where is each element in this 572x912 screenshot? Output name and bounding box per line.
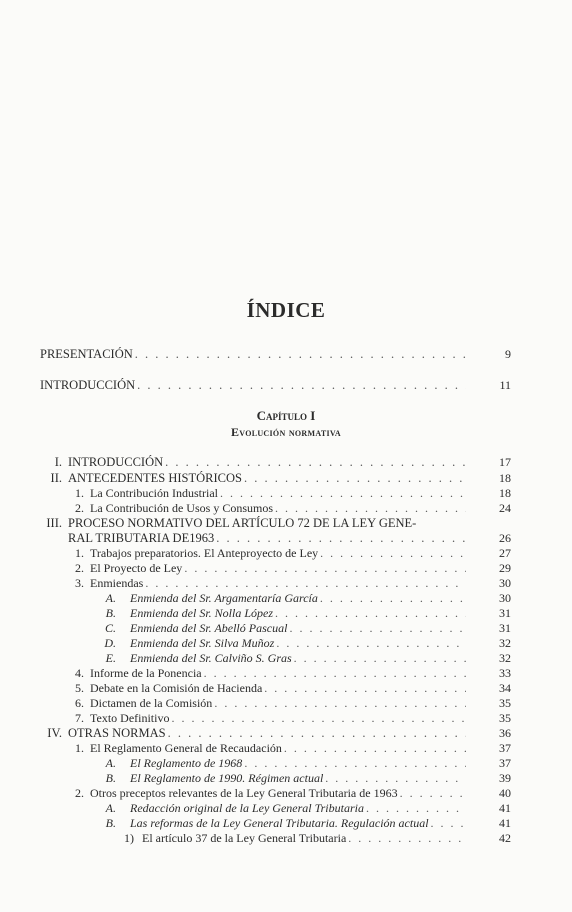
- toc-entry: [86, 606, 466, 620]
- dot-leader: [135, 347, 466, 361]
- toc-page-number: 32: [499, 651, 511, 665]
- dot-leader: [145, 576, 466, 590]
- toc-entry-number: C.: [104, 621, 116, 635]
- toc-entry: [22, 726, 466, 740]
- toc-entry: [62, 711, 466, 725]
- toc-entry-number: 5.: [75, 681, 84, 695]
- dot-leader: [216, 531, 466, 545]
- toc-entry-text: RAL TRIBUTARIA DE1963: [68, 531, 215, 545]
- toc-entry-number: 1.: [75, 741, 84, 755]
- toc-entry-number: 7.: [75, 711, 84, 725]
- toc-page-number: 35: [499, 711, 511, 725]
- toc-entry: [86, 591, 466, 605]
- toc-entry: [62, 786, 466, 800]
- toc-page-number: 37: [499, 756, 511, 770]
- toc-entry-number: B.: [105, 816, 116, 830]
- toc-entry-number: B.: [105, 606, 116, 620]
- toc-page-number: 18: [499, 486, 511, 500]
- toc-entry-text: El artículo 37 de la Ley General Tributaria: [142, 831, 347, 845]
- toc-page-number: 35: [499, 696, 511, 710]
- toc-entry-number: E.: [105, 651, 116, 665]
- toc-page-number: 37: [499, 741, 511, 755]
- toc-entry-number: 4.: [75, 666, 84, 680]
- toc-page-number: 41: [499, 816, 511, 830]
- toc-entry-text: Otros preceptos relevantes de la Ley General Tributaria de 1963: [90, 786, 398, 800]
- toc-entry-text: INTRODUCCIÓN: [40, 378, 136, 392]
- toc-page-number: 40: [499, 786, 511, 800]
- dot-leader: [284, 741, 466, 755]
- toc-page-number: 27: [499, 546, 511, 560]
- toc-entry-introduccion: [40, 378, 466, 392]
- toc-entry-number: A.: [105, 591, 116, 605]
- toc-entry-number: II.: [50, 471, 62, 485]
- toc-entry-number: D.: [104, 636, 116, 650]
- dot-leader: [325, 771, 466, 785]
- toc-entry-text: Texto Definitivo: [90, 711, 170, 725]
- toc-page-number: 11: [499, 378, 511, 392]
- toc-entry-number: 3.: [75, 576, 84, 590]
- dot-leader: [275, 501, 466, 515]
- toc-entry-text: Enmienda del Sr. Calviño S. Gras: [130, 651, 292, 665]
- dot-leader: [264, 681, 466, 695]
- toc-entry-number: 1): [124, 831, 134, 845]
- toc-entry: [62, 486, 466, 500]
- toc-entry: [86, 801, 466, 815]
- dot-leader: [220, 486, 466, 500]
- dot-leader: [204, 666, 466, 680]
- toc-entry: [86, 621, 466, 635]
- toc-entry-number: 2.: [75, 501, 84, 515]
- toc-entry: [22, 471, 466, 485]
- toc-entry: [86, 816, 466, 830]
- dot-leader: [184, 561, 466, 575]
- toc-entry-text: La Contribución Industrial: [90, 486, 218, 500]
- toc-entry-text: Las reformas de la Ley General Tributaria. Regulación actual: [130, 816, 429, 830]
- toc-page-number: 31: [499, 606, 511, 620]
- toc-page-number: 33: [499, 666, 511, 680]
- toc-entry-number: 1.: [75, 546, 84, 560]
- toc-entry-text: Debate en la Comisión de Hacienda: [90, 681, 263, 695]
- dot-leader: [348, 831, 466, 845]
- toc-entry-text: El Reglamento General de Recaudación: [90, 741, 282, 755]
- toc-entry: [62, 561, 466, 575]
- dot-leader: [289, 621, 466, 635]
- dot-leader: [400, 786, 466, 800]
- toc-entry-text: Trabajos preparatorios. El Anteproyecto de Ley: [90, 546, 319, 560]
- toc-entry: [62, 546, 466, 560]
- toc-page-number: 30: [499, 576, 511, 590]
- dot-leader: [320, 546, 466, 560]
- toc-entry: [62, 501, 466, 515]
- toc-entry-text: Enmienda del Sr. Argamentaría García: [130, 591, 318, 605]
- toc-page-number: 41: [499, 801, 511, 815]
- dot-leader: [275, 606, 466, 620]
- toc-entry-number: III.: [46, 516, 62, 530]
- toc-entry-text: Dictamen de la Comisión: [90, 696, 213, 710]
- toc-entry: [86, 756, 466, 770]
- dot-leader: [431, 816, 466, 830]
- toc-entry: [22, 516, 466, 530]
- toc-entry-number: 2.: [75, 786, 84, 800]
- toc-page-number: 30: [499, 591, 511, 605]
- toc-entry-presentacion: [40, 347, 466, 361]
- page-title: ÍNDICE: [246, 298, 326, 322]
- dot-leader: [366, 801, 466, 815]
- toc-entry: [86, 636, 466, 650]
- dot-leader: [168, 726, 466, 740]
- toc-entry-text: El Reglamento de 1968: [130, 756, 243, 770]
- dot-leader: [244, 471, 466, 485]
- toc-entry-text: El Proyecto de Ley: [90, 561, 183, 575]
- toc-entry-number: I.: [54, 455, 62, 469]
- dot-leader: [171, 711, 466, 725]
- dot-leader: [244, 756, 466, 770]
- toc-page-number: 29: [499, 561, 511, 575]
- toc-page-number: 18: [499, 471, 511, 485]
- toc-entry: [86, 771, 466, 785]
- chapter-label: Capítulo I: [256, 408, 316, 423]
- toc-page-number: 42: [499, 831, 511, 845]
- toc-page-number: 36: [499, 726, 511, 740]
- chapter-title: Evolución normativa: [230, 425, 342, 439]
- toc-entry-text: PRESENTACIÓN: [40, 347, 133, 361]
- toc-entry-continuation: [22, 531, 466, 545]
- toc-entry-number: A.: [105, 801, 116, 815]
- toc-entry: [22, 455, 466, 469]
- toc-page-number: 39: [499, 771, 511, 785]
- toc-entry-number: 2.: [75, 561, 84, 575]
- dot-leader: [276, 636, 466, 650]
- toc-entry-text: Enmienda del Sr. Nolla López: [130, 606, 273, 620]
- toc-entry-text: OTRAS NORMAS: [68, 726, 166, 740]
- toc-entry-number: IV.: [47, 726, 62, 740]
- dot-leader: [165, 455, 466, 469]
- toc-entry-text: Enmienda del Sr. Abelló Pascual: [130, 621, 288, 635]
- toc-entry-text: Informe de la Ponencia: [90, 666, 202, 680]
- toc-entry: [104, 831, 466, 845]
- toc-entry-text: INTRODUCCIÓN: [68, 455, 164, 469]
- toc-page-number: 9: [505, 347, 511, 361]
- toc-entry-text: El Reglamento de 1990. Régimen actual: [130, 771, 324, 785]
- toc-entry: [62, 681, 466, 695]
- toc-page-number: 24: [499, 501, 511, 515]
- dot-leader: [137, 378, 466, 392]
- toc-entry-text: Enmiendas: [90, 576, 144, 590]
- toc-entry: [62, 576, 466, 590]
- toc-entry: [62, 666, 466, 680]
- toc-entry-text: Enmienda del Sr. Silva Muñoz: [130, 636, 275, 650]
- toc-entry-text: La Contribución de Usos y Consumos: [90, 501, 273, 515]
- toc-entry-text: ANTECEDENTES HISTÓRICOS: [68, 471, 242, 485]
- dot-leader: [214, 696, 466, 710]
- toc-page-number: 26: [499, 531, 511, 545]
- toc-page-number: 31: [499, 621, 511, 635]
- toc-entry: [86, 651, 466, 665]
- toc-entry-number: B.: [105, 771, 116, 785]
- dot-leader: [294, 651, 466, 665]
- toc-entry-text: PROCESO NORMATIVO DEL ARTÍCULO 72 DE LA LEY GENE-: [68, 516, 417, 530]
- toc-entry-number: A.: [105, 756, 116, 770]
- toc-entry: [62, 741, 466, 755]
- dot-leader: [320, 591, 466, 605]
- toc-page-number: 17: [499, 455, 511, 469]
- toc-entry: [62, 696, 466, 710]
- toc-entry-number: 6.: [75, 696, 84, 710]
- toc-entry-number: 1.: [75, 486, 84, 500]
- toc-page-number: 34: [499, 681, 511, 695]
- toc-entry-text: Redacción original de la Ley General Tributaria: [130, 801, 364, 815]
- toc-page-number: 32: [499, 636, 511, 650]
